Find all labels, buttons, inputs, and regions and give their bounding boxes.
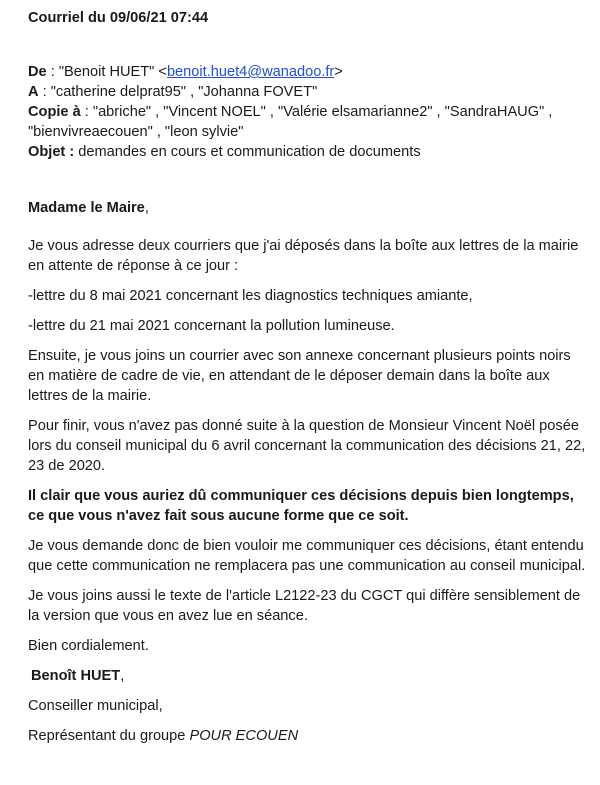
email-header <box>28 62 588 162</box>
subject-label: Objet : <box>28 144 75 160</box>
cc-label: Copie à <box>28 104 81 120</box>
cc-line: Copie à : "abriche" , "Vincent NOEL" , "Valérie elsamarianne2" , "SandraHAUG" , "bienvivreaecouen" , "leon sylvie" <box>28 104 553 140</box>
signature-group-line <box>28 726 588 746</box>
from-line: De : "Benoit HUET" <benoit.huet4@wanadoo.fr> <box>28 64 343 80</box>
email-body <box>28 198 588 756</box>
paragraph-6: Je vous joins aussi le texte de l'article L2122-23 du CGCT qui diffère sensiblement de la version que vous en avez lue en séance. <box>28 588 581 624</box>
signature-group-name: POUR ECOUEN <box>189 728 299 744</box>
paragraph-4-bold: Il clair que vous auriez dû communiquer ces décisions depuis bien longtemps, ce que vous n'avez fait sous aucune forme que ce soit. <box>28 488 574 524</box>
signature-role: Conseiller municipal, <box>28 698 163 714</box>
signature-group-prefix: Représentant du groupe <box>28 728 190 744</box>
from-close: > <box>334 64 343 80</box>
document-title: Courriel du 09/06/21 07:44 <box>28 10 209 26</box>
salutation-text: Madame le Maire <box>28 200 145 216</box>
paragraph-1: Je vous adresse deux courriers que j'ai déposés dans la boîte aux lettres de la mairie en attente de réponse à ce jour : <box>28 238 579 274</box>
paragraph-3: Pour finir, vous n'avez pas donné suite à la question de Monsieur Vincent Noël posée lors du conseil municipal du 6 avril concernant la communication des décisions 21, 22, 23 de 2020. <box>28 418 586 474</box>
salutation: Madame le Maire, <box>28 200 149 216</box>
to-label: A <box>28 84 39 100</box>
paragraph-5: Je vous demande donc de bien vouloir me communiquer ces décisions, étant entendu que cette communication ne remplacera pas une communication au conseil municipal. <box>28 538 586 574</box>
list-item-1: -lettre du 8 mai 2021 concernant les diagnostics techniques amiante, <box>28 288 473 304</box>
cc-value: "abriche" , "Vincent NOEL" , "Valérie elsamarianne2" , "SandraHAUG" , "bienvivreaecouen" , "leon sylvie" <box>28 104 553 140</box>
to-value: "catherine delprat95" , "Johanna FOVET" <box>50 84 318 100</box>
signature-name: Benoît HUET <box>31 668 121 684</box>
from-email-link[interactable]: benoit.huet4@wanadoo.fr <box>166 64 335 80</box>
closing: Bien cordialement. <box>28 638 149 654</box>
from-name: "Benoit HUET" < <box>58 64 167 80</box>
to-line: A : "catherine delprat95" , "Johanna FOVET" <box>28 84 318 100</box>
subject-line <box>28 142 588 162</box>
paragraph-2: Ensuite, je vous joins un courrier avec son annexe concernant plusieurs points noirs en matière de cadre de vie, en attendant de le déposer demain dans la boîte aux lettres de la mairie. <box>28 348 571 404</box>
list-item-2: -lettre du 21 mai 2021 concernant la pollution lumineuse. <box>28 318 395 334</box>
from-label: De <box>28 64 47 80</box>
signature-name-line: Benoît HUET, <box>31 668 125 684</box>
subject-value: demandes en cours et communication de documents <box>78 144 421 160</box>
